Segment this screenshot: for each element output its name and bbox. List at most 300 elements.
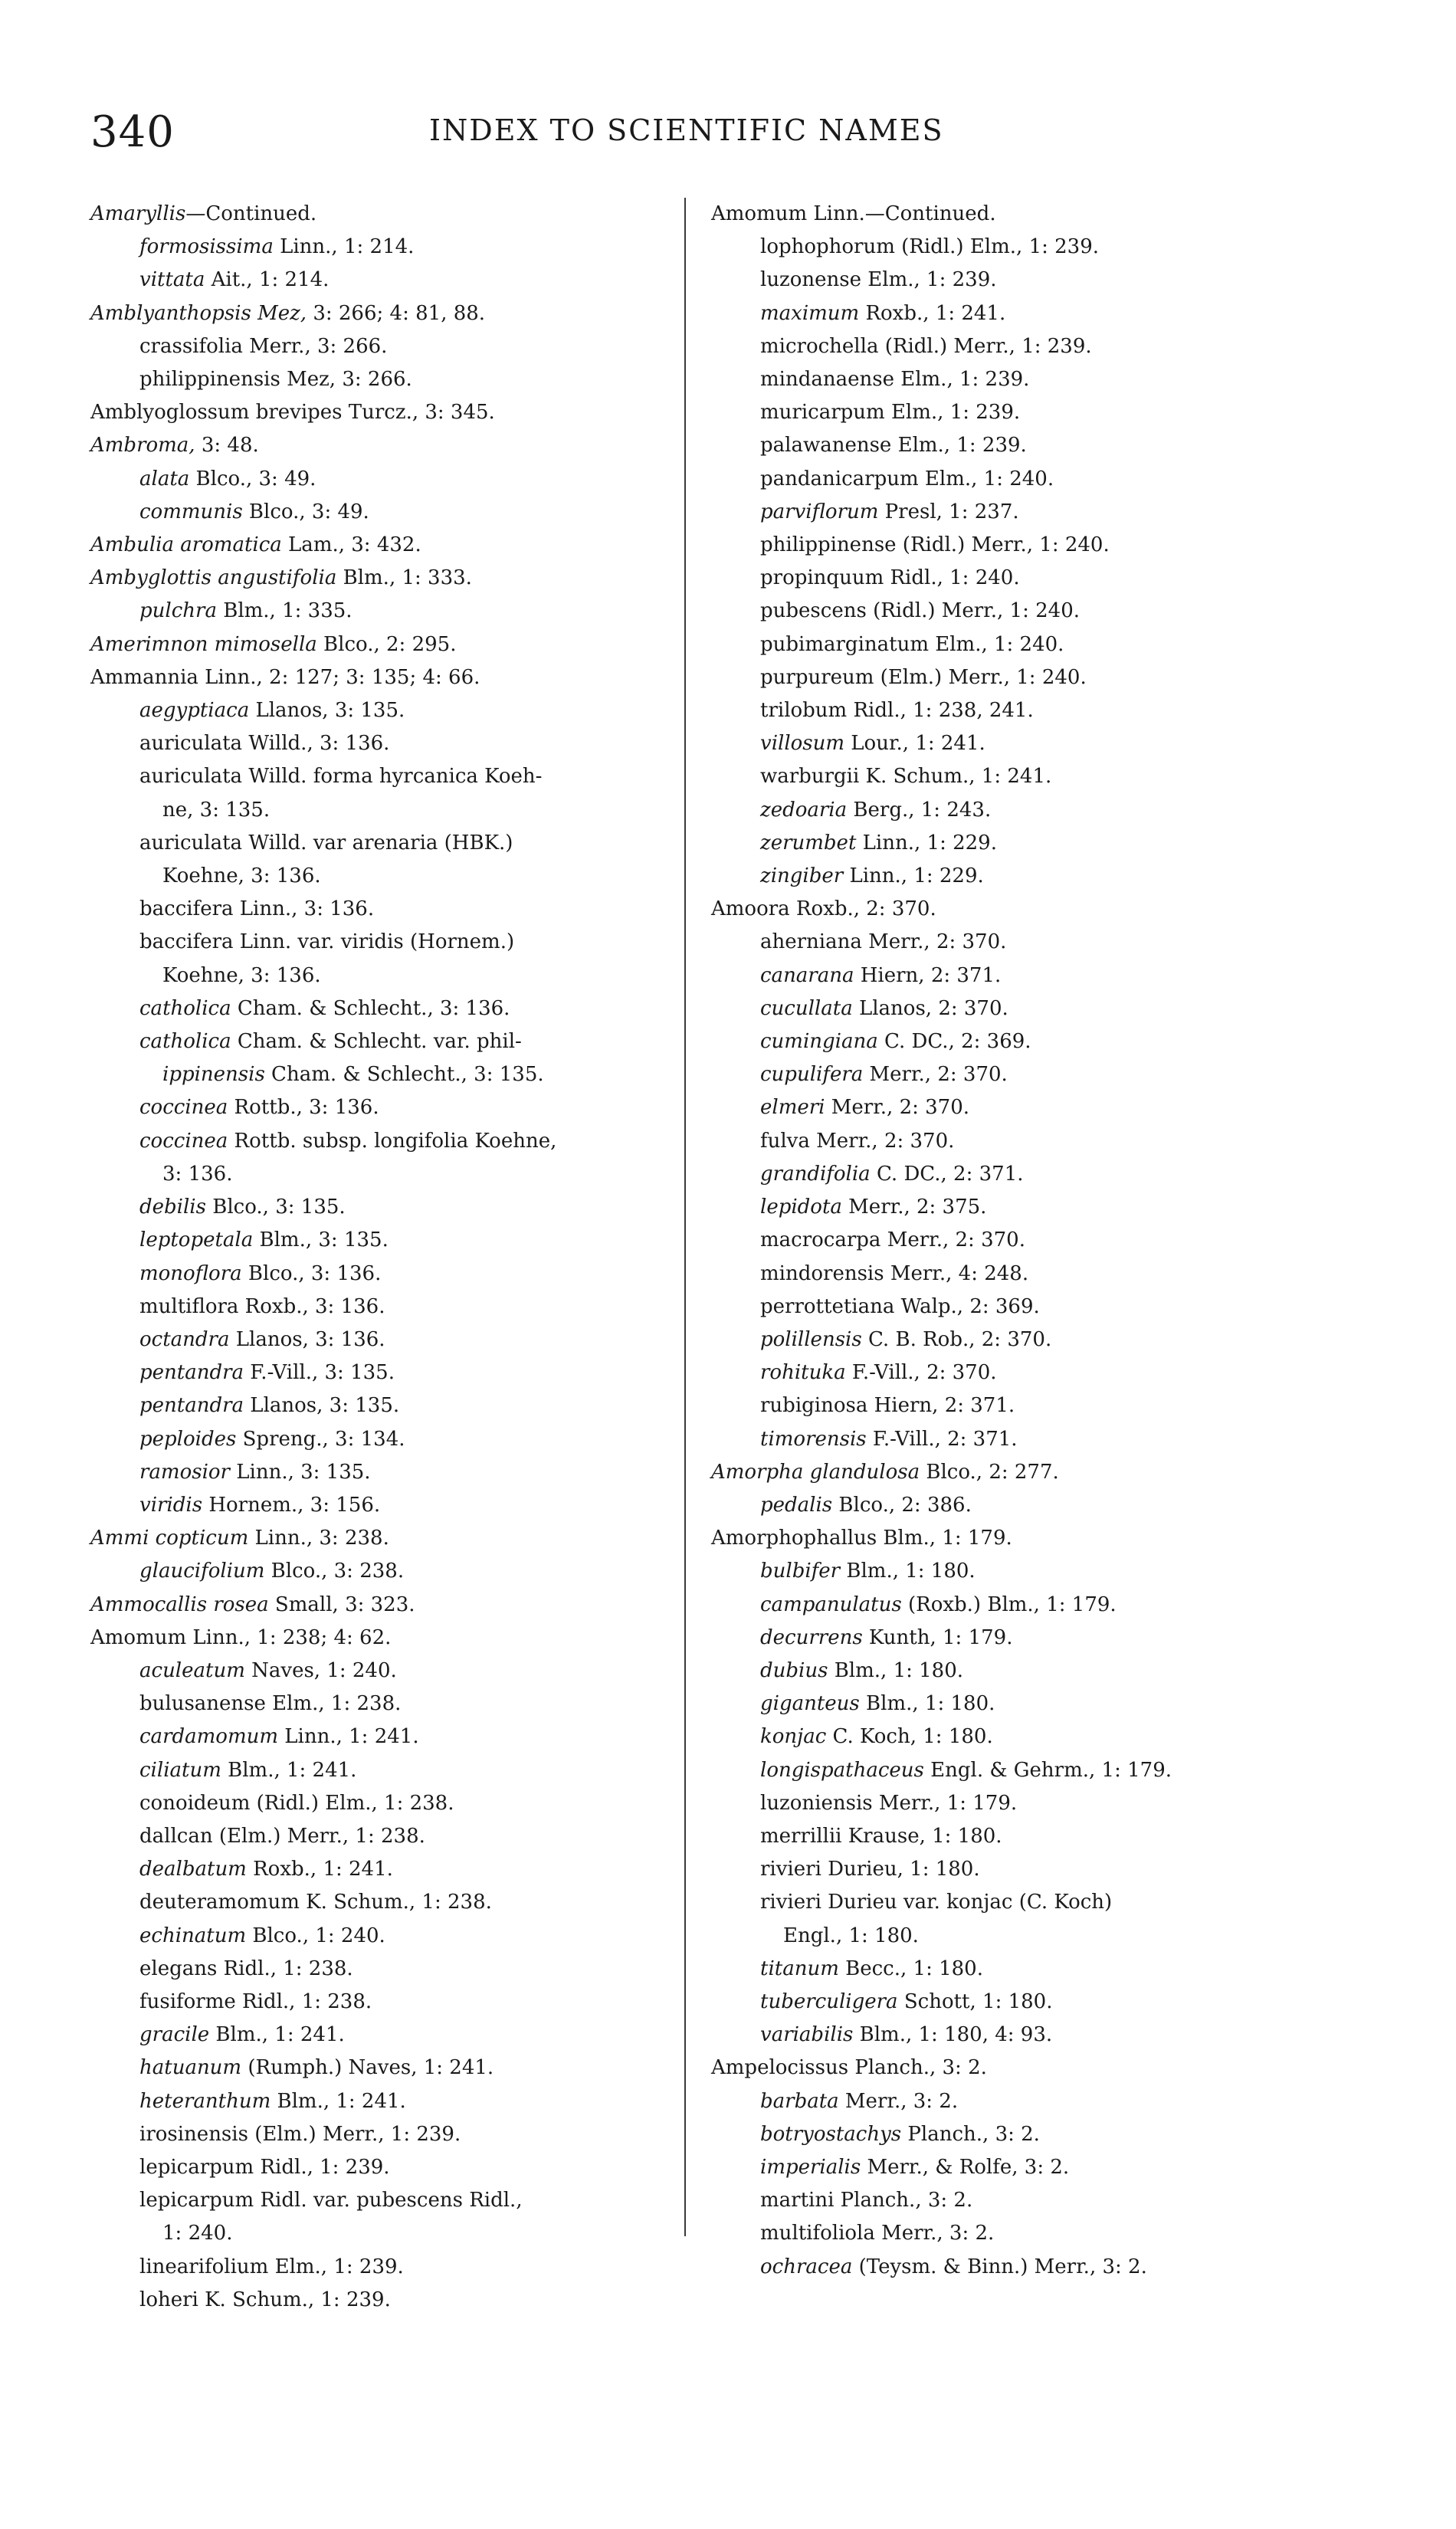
entry-name: communis bbox=[139, 500, 243, 523]
entry-reference: Merr., 2: 370. bbox=[863, 1063, 1008, 1087]
index-entry bbox=[90, 562, 688, 595]
entry-name: deuteramomum bbox=[139, 1891, 300, 1914]
entry-name: formosissima bbox=[139, 235, 274, 259]
entry-reference: Naves, 1: 240. bbox=[244, 1658, 397, 1682]
entry-reference: Ridl., 1: 238, 241. bbox=[847, 699, 1034, 723]
index-entry bbox=[90, 198, 688, 231]
entry-reference: Hornem., 3: 156. bbox=[202, 1493, 381, 1517]
entry-reference: F.-Vill., 2: 371. bbox=[866, 1427, 1018, 1451]
entry-reference: Engl. & Gehrm., 1: 179. bbox=[923, 1758, 1172, 1782]
entry-name: linearifolium bbox=[139, 2255, 269, 2278]
index-entry bbox=[90, 628, 688, 661]
index-entry bbox=[711, 1389, 1309, 1422]
entry-name: monoflora bbox=[139, 1261, 242, 1285]
index-entry bbox=[711, 926, 1309, 959]
index-entry bbox=[90, 2251, 688, 2284]
entry-reference: Blm., 1: 179. bbox=[877, 1527, 1012, 1550]
entry-name: dubius bbox=[760, 1658, 828, 1682]
entry-name: elmeri bbox=[760, 1096, 825, 1120]
entry-name: Ampelocissus bbox=[711, 2056, 849, 2080]
index-entry bbox=[711, 2052, 1309, 2085]
entry-name: philippinensis bbox=[139, 368, 280, 392]
entry-name: auriculata bbox=[139, 732, 243, 756]
index-entry bbox=[90, 926, 688, 959]
entry-reference: Roxb., 1: 241. bbox=[859, 301, 1006, 325]
entry-reference: Blm., 1: 241. bbox=[221, 1758, 357, 1782]
entry-name: tuberculigera bbox=[760, 1989, 898, 2013]
index-entry bbox=[90, 694, 688, 727]
entry-reference: (Ridl.) Elm., 1: 238. bbox=[250, 1791, 454, 1815]
entry-name: pubimarginatum bbox=[760, 632, 929, 656]
entry-reference: Linn., 1: 229. bbox=[856, 831, 997, 854]
entry-name: crassifolia bbox=[139, 334, 243, 358]
index-entry bbox=[711, 2251, 1309, 2284]
entry-reference: Lam., 3: 432. bbox=[281, 533, 421, 557]
entry-reference: Merr., 2: 370. bbox=[809, 1129, 955, 1153]
index-entry bbox=[90, 1787, 688, 1820]
index-entry bbox=[711, 1787, 1309, 1820]
entry-name: gracile bbox=[139, 2023, 210, 2047]
index-entry bbox=[90, 2184, 688, 2217]
index-entry bbox=[90, 429, 688, 462]
entry-name: pentandra bbox=[139, 1394, 244, 1418]
index-entry bbox=[711, 2217, 1309, 2250]
index-entry bbox=[711, 794, 1309, 827]
index-entry bbox=[90, 1291, 688, 1324]
index-entry bbox=[90, 1589, 688, 1622]
entry-reference: Llanos, 2: 370. bbox=[852, 996, 1008, 1020]
entry-name: coccinea bbox=[139, 1096, 228, 1120]
entry-name: glaucifolium bbox=[139, 1560, 265, 1583]
entry-name: echinatum bbox=[139, 1924, 247, 1947]
index-entry bbox=[711, 1191, 1309, 1224]
entry-name: konjac bbox=[760, 1725, 827, 1749]
index-entry bbox=[90, 1058, 688, 1091]
entry-reference: Blm., 1: 241. bbox=[209, 2023, 345, 2047]
index-entry bbox=[711, 1622, 1309, 1655]
index-entry bbox=[711, 959, 1309, 992]
index-entry bbox=[90, 893, 688, 926]
entry-reference: Walp., 2: 369. bbox=[894, 1294, 1040, 1318]
entry-reference: Linn., 3: 238. bbox=[248, 1527, 389, 1550]
index-entry bbox=[711, 893, 1309, 926]
entry-reference: Llanos, 3: 135. bbox=[249, 699, 405, 723]
entry-name: Amblyoglossum brevipes bbox=[90, 401, 343, 425]
entry-reference: (Elm.) Merr., 1: 240. bbox=[874, 665, 1087, 689]
index-entry bbox=[90, 1025, 688, 1058]
entry-name: auriculata bbox=[139, 765, 243, 789]
index-entry bbox=[90, 1423, 688, 1456]
index-entry bbox=[90, 1720, 688, 1753]
entry-name: philippinense bbox=[760, 533, 897, 557]
entry-reference: (Roxb.) Blm., 1: 179. bbox=[901, 1593, 1117, 1616]
index-entry bbox=[90, 1853, 688, 1886]
entry-name: Ammocallis rosea bbox=[90, 1593, 269, 1616]
entry-reference: (Ridl.) Merr., 1: 240. bbox=[866, 599, 1081, 623]
entry-reference: C. DC., 2: 371. bbox=[870, 1162, 1024, 1186]
entry-reference: Ridl., 1: 238. bbox=[217, 1957, 353, 1980]
entry-reference: Planch., 3: 2. bbox=[901, 2122, 1040, 2146]
entry-name: rivieri bbox=[760, 1858, 821, 1881]
entry-reference: Ridl., 1: 240. bbox=[884, 566, 1020, 590]
entry-name: dealbatum bbox=[139, 1858, 247, 1881]
entry-reference: Merr., 2: 370. bbox=[825, 1096, 970, 1120]
entry-reference: Spreng., 3: 134. bbox=[236, 1427, 405, 1451]
index-entry bbox=[90, 463, 688, 496]
entry-reference: Berg., 1: 243. bbox=[847, 798, 992, 822]
entry-name: ochracea bbox=[760, 2255, 853, 2278]
entry-reference: —Continued. bbox=[185, 202, 317, 225]
entry-name: luzonense bbox=[760, 268, 862, 292]
index-entry bbox=[711, 529, 1309, 562]
entry-name: ippinensis bbox=[162, 1063, 265, 1087]
index-entry bbox=[90, 2085, 688, 2118]
entry-name: cupulifera bbox=[760, 1063, 864, 1087]
entry-reference: (Rumph.) Naves, 1: 241. bbox=[241, 2056, 494, 2080]
index-entry bbox=[711, 827, 1309, 860]
entry-name: debilis bbox=[139, 1196, 206, 1219]
entry-name: alata bbox=[139, 467, 190, 490]
index-entry bbox=[90, 1820, 688, 1853]
index-entry bbox=[711, 1125, 1309, 1158]
index-entry bbox=[90, 1324, 688, 1356]
index-entry bbox=[90, 1389, 688, 1422]
index-entry bbox=[711, 297, 1309, 330]
index-column-left bbox=[90, 198, 688, 2317]
entry-name: canarana bbox=[760, 963, 854, 987]
index-entry bbox=[711, 1324, 1309, 1356]
entry-name: loheri bbox=[139, 2288, 198, 2311]
entry-name: Amerimnon mimosella bbox=[90, 632, 317, 656]
entry-name: muricarpum bbox=[760, 401, 885, 425]
entry-reference: Becc., 1: 180. bbox=[838, 1957, 983, 1980]
index-entry bbox=[711, 562, 1309, 595]
entry-name: pulchra bbox=[139, 599, 217, 623]
index-entry bbox=[711, 694, 1309, 727]
entry-name: grandifolia bbox=[760, 1162, 871, 1186]
entry-name: Ambroma, bbox=[90, 434, 195, 458]
entry-name: botryostachys bbox=[760, 2122, 902, 2146]
entry-reference: 1: 240. bbox=[162, 2222, 233, 2245]
entry-name: vittata bbox=[139, 268, 205, 292]
entry-name: polillensis bbox=[760, 1327, 862, 1351]
entry-name: bulbifer bbox=[760, 1560, 841, 1583]
entry-reference: Merr., 4: 248. bbox=[884, 1261, 1029, 1285]
entry-name: rivieri bbox=[760, 1891, 821, 1914]
entry-name: purpureum bbox=[760, 665, 874, 689]
entry-name: perrottetiana bbox=[760, 1294, 895, 1318]
entry-name: multifoliola bbox=[760, 2222, 875, 2245]
entry-reference: Koehne, 3: 136. bbox=[162, 963, 321, 987]
entry-reference: Blm., 3: 135. bbox=[253, 1228, 389, 1252]
entry-name: cucullata bbox=[760, 996, 853, 1020]
entry-name: zerumbet bbox=[760, 831, 857, 854]
entry-name: cardamomum bbox=[139, 1725, 278, 1749]
entry-name: Ambyglottis angustifolia bbox=[90, 566, 337, 590]
index-entry bbox=[90, 1489, 688, 1522]
index-entry bbox=[90, 363, 688, 396]
index-entry bbox=[90, 1986, 688, 2019]
index-entry bbox=[711, 463, 1309, 496]
entry-reference: Mez, 3: 266. bbox=[280, 368, 412, 392]
entry-name: giganteus bbox=[760, 1692, 860, 1716]
entry-reference: Kunth, 1: 179. bbox=[862, 1625, 1013, 1649]
index-entry bbox=[90, 992, 688, 1025]
entry-name: peploides bbox=[139, 1427, 237, 1451]
entry-reference: Merr., & Rolfe, 3: 2. bbox=[861, 2155, 1070, 2179]
entry-name: decurrens bbox=[760, 1625, 863, 1649]
entry-name: leptopetala bbox=[139, 1228, 254, 1252]
entry-name: propinquum bbox=[760, 566, 884, 590]
entry-reference: Linn.—Continued. bbox=[807, 202, 996, 225]
entry-name: campanulatus bbox=[760, 1593, 902, 1616]
index-entry bbox=[711, 198, 1309, 231]
entry-reference: Blco., 1: 240. bbox=[246, 1924, 385, 1947]
entry-name: lepicarpum bbox=[139, 2189, 254, 2212]
index-entry bbox=[90, 2217, 688, 2250]
entry-reference: 3: 136. bbox=[162, 1162, 233, 1186]
entry-reference: Blco., 2: 295. bbox=[316, 632, 457, 656]
entry-name: Ambulia aromatica bbox=[90, 533, 282, 557]
entry-reference: Merr., 3: 2. bbox=[874, 2222, 995, 2245]
index-entry bbox=[90, 297, 688, 330]
index-entry bbox=[90, 1754, 688, 1787]
entry-name: Amblyanthopsis Mez, bbox=[90, 301, 307, 325]
entry-reference: Planch., 3: 2. bbox=[848, 2056, 987, 2080]
entry-reference: Blco., 3: 136. bbox=[241, 1261, 382, 1285]
index-entry bbox=[90, 1191, 688, 1224]
entry-name: heteranthum bbox=[139, 2089, 271, 2113]
entry-reference: Blco., 3: 49. bbox=[242, 500, 369, 523]
index-entry bbox=[711, 264, 1309, 297]
entry-reference: Cham. & Schlecht., 3: 135. bbox=[264, 1063, 544, 1087]
page-number: 340 bbox=[90, 107, 175, 157]
entry-reference: ne, 3: 135. bbox=[162, 798, 271, 822]
entry-reference: Engl., 1: 180. bbox=[783, 1924, 919, 1947]
index-entry bbox=[711, 330, 1309, 363]
entry-name: Ammi copticum bbox=[90, 1527, 249, 1550]
index-entry bbox=[711, 2184, 1309, 2217]
entry-name: aculeatum bbox=[139, 1658, 245, 1682]
entry-name: mindanaense bbox=[760, 368, 894, 392]
entry-name: zedoaria bbox=[760, 798, 848, 822]
entry-reference: Ridl. var. pubescens Ridl., bbox=[254, 2189, 523, 2212]
entry-reference: Rottb., 3: 136. bbox=[228, 1096, 379, 1120]
column-divider bbox=[684, 198, 686, 2236]
entry-reference: Merr., 2: 370. bbox=[880, 1228, 1025, 1252]
index-entry bbox=[90, 1953, 688, 1986]
entry-name: pandanicarpum bbox=[760, 467, 919, 490]
index-entry bbox=[711, 628, 1309, 661]
index-entry bbox=[90, 2019, 688, 2052]
index-entry bbox=[90, 1655, 688, 1688]
entry-reference: Small, 3: 323. bbox=[268, 1593, 415, 1616]
index-entry bbox=[711, 1025, 1309, 1058]
entry-reference: Durieu, 1: 180. bbox=[821, 1858, 980, 1881]
index-entry bbox=[711, 496, 1309, 529]
index-entry bbox=[90, 396, 688, 429]
entry-reference: Ait., 1: 214. bbox=[205, 268, 330, 292]
entry-reference: Elm., 1: 240. bbox=[918, 467, 1054, 490]
index-entry bbox=[711, 1853, 1309, 1886]
entry-reference: Durieu var. konjac (C. Koch) bbox=[821, 1891, 1113, 1914]
index-entry bbox=[711, 992, 1309, 1025]
index-entry bbox=[711, 661, 1309, 694]
index-entry bbox=[90, 496, 688, 529]
index-entry bbox=[90, 1091, 688, 1124]
entry-reference: (Teysm. & Binn.) Merr., 3: 2. bbox=[852, 2255, 1147, 2278]
entry-reference: Blm., 1: 180. bbox=[859, 1692, 995, 1716]
index-entry bbox=[90, 529, 688, 562]
entry-name: Amorpha glandulosa bbox=[711, 1460, 920, 1484]
entry-name: pedalis bbox=[760, 1493, 833, 1517]
entry-reference: Elm., 1: 238. bbox=[265, 1692, 402, 1716]
index-entry bbox=[711, 2151, 1309, 2184]
index-entry bbox=[90, 661, 688, 694]
entry-reference: Linn., 3: 135. bbox=[229, 1460, 371, 1484]
entry-reference: Linn., 1: 214. bbox=[273, 235, 415, 259]
index-entry bbox=[90, 1688, 688, 1720]
entry-reference: Llanos, 3: 135. bbox=[244, 1394, 400, 1418]
entry-name: maximum bbox=[760, 301, 860, 325]
index-entry bbox=[90, 727, 688, 760]
entry-reference: Schott, 1: 180. bbox=[897, 1989, 1053, 2013]
index-entry bbox=[711, 1555, 1309, 1588]
index-entry bbox=[90, 595, 688, 628]
entry-name: luzoniensis bbox=[760, 1791, 873, 1815]
entry-name: palawanense bbox=[760, 434, 892, 458]
entry-name: trilobum bbox=[760, 699, 848, 723]
entry-name: multiflora bbox=[139, 1294, 239, 1318]
index-entry bbox=[90, 264, 688, 297]
entry-reference: F.-Vill., 2: 370. bbox=[845, 1361, 997, 1385]
entry-reference: (Ridl.) Elm., 1: 239. bbox=[894, 235, 1100, 259]
entry-reference: (Ridl.) Merr., 1: 239. bbox=[878, 334, 1092, 358]
index-entry bbox=[90, 1555, 688, 1588]
entry-reference: Willd. var arenaria (HBK.) bbox=[242, 831, 513, 854]
index-entry bbox=[90, 1356, 688, 1389]
entry-reference: Merr., 2: 370. bbox=[861, 930, 1007, 954]
index-entry bbox=[711, 1058, 1309, 1091]
index-entry bbox=[90, 1622, 688, 1655]
entry-reference: Blco., 3: 49. bbox=[189, 467, 316, 490]
entry-reference: Merr., 3: 266. bbox=[242, 334, 388, 358]
index-entry bbox=[711, 1688, 1309, 1720]
entry-reference: Roxb., 2: 370. bbox=[789, 897, 936, 921]
entry-name: lophophorum bbox=[760, 235, 895, 259]
index-entry bbox=[90, 2151, 688, 2184]
entry-name: aegyptiaca bbox=[139, 699, 250, 723]
entry-name: Amomum bbox=[90, 1625, 187, 1649]
index-entry bbox=[90, 1456, 688, 1489]
entry-reference: Roxb., 1: 241. bbox=[246, 1858, 393, 1881]
entry-reference: Ridl., 1: 239. bbox=[254, 2155, 390, 2179]
entry-name: conoideum bbox=[139, 1791, 251, 1815]
entry-reference: Blco., 3: 238. bbox=[264, 1560, 405, 1583]
entry-reference: Linn., 3: 136. bbox=[233, 897, 375, 921]
index-entry bbox=[711, 231, 1309, 264]
entry-name: variabilis bbox=[760, 2023, 854, 2047]
entry-reference: Elm., 1: 239. bbox=[884, 401, 1021, 425]
entry-name: ramosior bbox=[139, 1460, 230, 1484]
index-entry bbox=[90, 760, 688, 793]
entry-reference: Elm., 1: 239. bbox=[861, 268, 997, 292]
index-entry bbox=[711, 1886, 1309, 1919]
entry-reference: Elm., 1: 239. bbox=[891, 434, 1027, 458]
entry-reference: Merr., 2: 375. bbox=[841, 1196, 987, 1219]
index-entry bbox=[711, 760, 1309, 793]
entry-name: auriculata bbox=[139, 831, 243, 854]
index-entry bbox=[90, 2284, 688, 2317]
entry-name: Amomum bbox=[711, 202, 808, 225]
index-entry bbox=[711, 1456, 1309, 1489]
index-entry bbox=[711, 1224, 1309, 1257]
entry-reference: Cham. & Schlecht. var. phil- bbox=[231, 1030, 522, 1054]
entry-reference: Llanos, 3: 136. bbox=[229, 1327, 385, 1351]
index-entry bbox=[711, 1820, 1309, 1853]
index-entry bbox=[711, 860, 1309, 893]
entry-name: fusiforme bbox=[139, 1989, 236, 2013]
entry-name: rubiginosa bbox=[760, 1394, 868, 1418]
entry-reference: Roxb., 3: 136. bbox=[238, 1294, 385, 1318]
entry-name: microchella bbox=[760, 334, 879, 358]
entry-reference: Merr., 1: 179. bbox=[872, 1791, 1018, 1815]
entry-reference: C. Koch, 1: 180. bbox=[826, 1725, 993, 1749]
entry-reference: 3: 266; 4: 81, 88. bbox=[307, 301, 486, 325]
index-entry bbox=[90, 1920, 688, 1953]
entry-reference: Blco., 2: 386. bbox=[832, 1493, 972, 1517]
index-entry bbox=[90, 1125, 688, 1158]
entry-name: ciliatum bbox=[139, 1758, 221, 1782]
index-entry bbox=[711, 1158, 1309, 1191]
entry-name: bulusanense bbox=[139, 1692, 266, 1716]
entry-reference: Willd., 3: 136. bbox=[242, 732, 390, 756]
entry-name: Amaryllis bbox=[90, 202, 186, 225]
entry-name: parviflorum bbox=[760, 500, 879, 523]
entry-reference: K. Schum., 1: 238. bbox=[299, 1891, 492, 1914]
entry-name: imperialis bbox=[760, 2155, 861, 2179]
entry-name: coccinea bbox=[139, 1129, 228, 1153]
entry-name: catholica bbox=[139, 1030, 231, 1054]
index-entry bbox=[711, 1655, 1309, 1688]
entry-reference: Planch., 3: 2. bbox=[834, 2189, 973, 2212]
entry-reference: Elm., 1: 239. bbox=[268, 2255, 404, 2278]
index-entry bbox=[711, 1953, 1309, 1986]
entry-name: hatuanum bbox=[139, 2056, 242, 2080]
entry-name: timorensis bbox=[760, 1427, 867, 1451]
entry-name: lepicarpum bbox=[139, 2155, 254, 2179]
index-entry bbox=[711, 1589, 1309, 1622]
index-entry bbox=[711, 363, 1309, 396]
entry-reference: Hiern, 2: 371. bbox=[854, 963, 1002, 987]
index-entry bbox=[90, 827, 688, 860]
entry-reference: Cham. & Schlecht., 3: 136. bbox=[231, 996, 510, 1020]
entry-reference: Linn., 1: 241. bbox=[278, 1725, 419, 1749]
entry-reference: Willd. forma hyrcanica Koeh- bbox=[242, 765, 543, 789]
entry-name: macrocarpa bbox=[760, 1228, 881, 1252]
entry-reference: Ridl., 1: 238. bbox=[235, 1989, 372, 2013]
index-entry bbox=[711, 1754, 1309, 1787]
entry-name: merrillii bbox=[760, 1824, 842, 1848]
running-head: INDEX TO SCIENTIFIC NAMES bbox=[429, 113, 944, 147]
entry-name: baccifera bbox=[139, 930, 234, 954]
entry-reference: C. DC., 2: 369. bbox=[877, 1030, 1031, 1054]
entry-name: Amoora bbox=[711, 897, 790, 921]
index-entry bbox=[711, 396, 1309, 429]
entry-reference: Blm., 1: 333. bbox=[336, 566, 472, 590]
index-entry bbox=[90, 1158, 688, 1191]
index-entry bbox=[90, 794, 688, 827]
